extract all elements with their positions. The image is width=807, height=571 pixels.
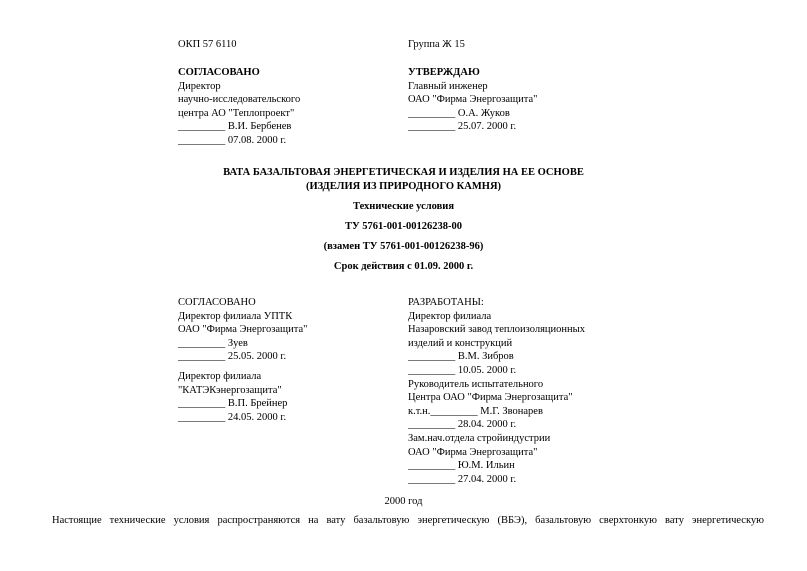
developed-right-signature: к.т.н._________ М.Г. Звонарев xyxy=(408,405,543,417)
agreed-left-signature: _________ В.П. Брейнер xyxy=(178,398,288,410)
approval-left-line: Директор xyxy=(178,80,221,92)
document-year: 2000 год xyxy=(384,496,423,507)
approval-left-signature: _________ В.И. Бербенев xyxy=(178,121,292,133)
group-code: Группа Ж 15 xyxy=(408,39,465,50)
approval-left-title: СОГЛАСОВАНО xyxy=(178,67,260,78)
agreed-left-signature: _________ Зуев xyxy=(178,337,248,349)
approval-left-date: _________ 07.08. 2000 г. xyxy=(178,134,287,146)
approval-left-line: научно-исследовательского xyxy=(178,94,301,106)
developed-right-date: _________ 28.04. 2000 г. xyxy=(408,419,517,431)
developed-right-line: Директор филиала xyxy=(408,310,492,322)
developed-right-line: Центра ОАО "Фирма Энергозащита" xyxy=(408,392,573,404)
developed-right-title: РАЗРАБОТАНЫ: xyxy=(408,297,484,308)
approval-left-block xyxy=(178,66,300,148)
developed-right-line: изделий и конструкций xyxy=(408,337,513,349)
tu-number: ТУ 5761-001-00126238-00 xyxy=(344,221,463,232)
developed-right-block xyxy=(408,296,585,486)
approval-right-title: УТВЕРЖДАЮ xyxy=(408,67,480,78)
agreed-left-line: Директор филиала xyxy=(178,370,262,382)
validity-date: Срок действия с 01.09. 2000 г. xyxy=(333,261,474,272)
intro-paragraph: Настоящие технические условия распространяются на вату базальтовую энергетическую (ВБЭ), базальтовую сверхтонкую вату энергетическую xyxy=(52,515,764,526)
approval-right-line: ОАО "Фирма Энергозащита" xyxy=(408,94,538,106)
approval-right-line: Главный инженер xyxy=(408,80,488,92)
approval-right-signature: _________ О.А. Жуков xyxy=(408,107,510,119)
document-type: Технические условия xyxy=(352,201,455,212)
replaces-note: (взамен ТУ 5761-001-00126238-96) xyxy=(323,241,484,252)
developed-right-date: _________ 27.04. 2000 г. xyxy=(408,473,517,485)
okp-code: ОКП 57 6110 xyxy=(178,39,237,50)
developed-right-signature: _________ Ю.М. Ильин xyxy=(408,460,515,472)
developed-right-line: Назаровский завод теплоизоляционных xyxy=(408,324,585,336)
document-title-sub: (ИЗДЕЛИЯ ИЗ ПРИРОДНОГО КАМНЯ) xyxy=(305,180,502,192)
agreed-left-title: СОГЛАСОВАНО xyxy=(178,297,256,308)
agreed-left-line: ОАО "Фирма Энергозащита" xyxy=(178,324,308,336)
document-title: ВАТА БАЗАЛЬТОВАЯ ЭНЕРГЕТИЧЕСКАЯ И ИЗДЕЛИЯ НА ЕЕ ОСНОВЕ xyxy=(223,167,584,178)
agreed-left-line: Директор филиала УПТК xyxy=(178,310,293,322)
developed-right-line: Руководитель испытательного xyxy=(408,378,544,390)
agreed-left-date: _________ 24.05. 2000 г. xyxy=(178,411,287,423)
approval-left-line: центра АО "Теплопроект" xyxy=(178,107,295,119)
agreed-left-line: "КАТЭКэнергозащита" xyxy=(178,384,282,396)
agreed-left-block xyxy=(178,296,307,424)
developed-right-date: _________ 10.05. 2000 г. xyxy=(408,364,517,376)
developed-right-signature: _________ В.М. Зибров xyxy=(408,351,514,363)
approval-right-block xyxy=(408,66,537,134)
agreed-left-date: _________ 25.05. 2000 г. xyxy=(178,351,287,363)
approval-right-date: _________ 25.07. 2000 г. xyxy=(408,121,517,133)
developed-right-line: ОАО "Фирма Энергозащита" xyxy=(408,446,538,458)
developed-right-line: Зам.нач.отдела стройиндустрии xyxy=(408,432,551,444)
title-block xyxy=(0,166,807,193)
